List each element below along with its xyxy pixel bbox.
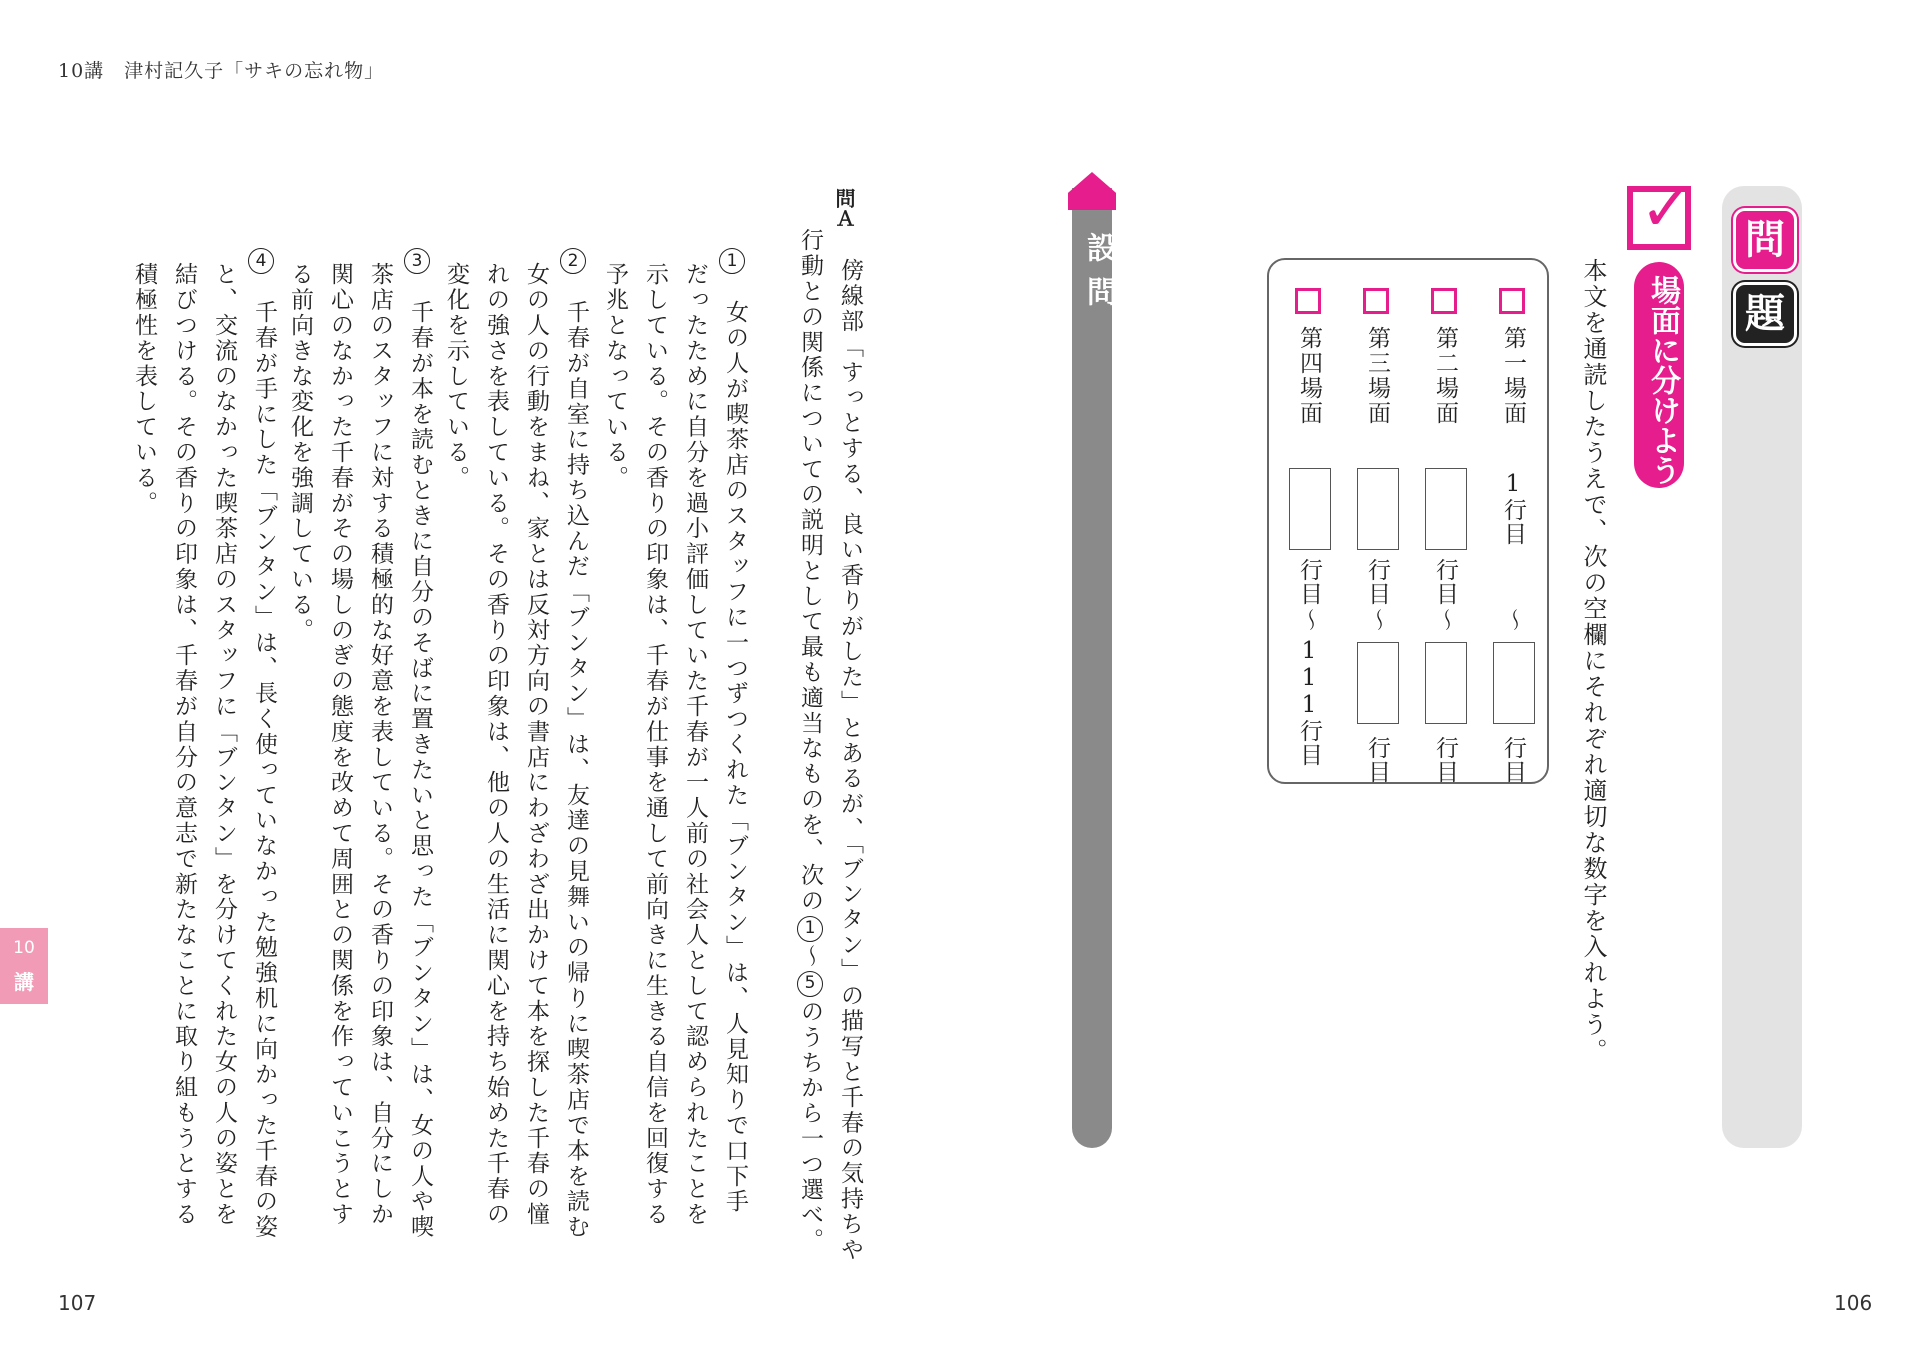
setsumon-bar <box>1072 188 1112 1148</box>
question-line-2 <box>794 228 827 1253</box>
choice-4-line: 結びつける。その香りの印象は、千春が自分の意志で新たなことに取り組もうとする <box>171 262 197 1228</box>
circled-number-icon: 1 <box>797 916 823 942</box>
square-checkbox-icon <box>1499 288 1525 314</box>
choice-number-4[interactable] <box>248 246 274 276</box>
choice-4-line: と、交流のなかった喫茶店のスタッフに「ブンタン」を分けてくれた女の人の姿とを <box>211 262 237 1228</box>
choice-number-2[interactable] <box>560 246 586 276</box>
scene-start: 行目 <box>1432 558 1458 606</box>
scene-end: 行目 <box>1364 736 1390 784</box>
instruction-text: 本文を通読したうえで、次の空欄にそれぞれ適切な数字を入れよう。 <box>1579 258 1607 1064</box>
scene-label: 第二場面 <box>1432 326 1458 426</box>
line-number-blank[interactable] <box>1357 468 1399 550</box>
scene-end: 行目 <box>1432 736 1458 784</box>
scene-separator: 〜 <box>1364 608 1390 632</box>
setsumon-label: 設問 <box>1081 232 1116 320</box>
chapter-side-tab <box>0 928 48 1004</box>
scene-start: 行目 <box>1296 558 1322 606</box>
scene-separator: 〜 <box>1296 608 1322 632</box>
square-checkbox-icon <box>1295 288 1321 314</box>
question-label: 問Ａ <box>832 188 856 228</box>
square-checkbox-icon <box>1431 288 1457 314</box>
choice-2-line: 女の人の行動をまね、家とは反対方向の書店にわざわざ出かけて本を探した千春の憧 <box>523 262 549 1228</box>
circled-number-icon: 2 <box>560 248 586 274</box>
choice-2-line: れの強さを表している。その香りの印象は、他の人の生活に関心を持ち始めた千春の <box>483 262 509 1228</box>
choice-3-line: 関心のなかった千春がその場しのぎの態度を改めて周囲との関係を作っていこうとす <box>327 262 353 1228</box>
pencil-icon <box>1068 172 1116 210</box>
circled-number-icon: 5 <box>797 971 823 997</box>
scene-label: 第四場面 <box>1296 326 1322 426</box>
line-number-blank[interactable] <box>1493 642 1535 724</box>
question-line-2-tilde: 〜 <box>797 943 823 970</box>
question-line-2b: のうちから一つ選べ。 <box>797 999 823 1254</box>
scene-label: 第一場面 <box>1500 326 1526 426</box>
choice-1-line: だったために自分を過小評価していた千春が一人前の社会人として認められたことを <box>682 262 708 1228</box>
choice-3-line: 茶店のスタッフに対する積極的な好意を表している。その香りの印象は、自分にしか <box>367 262 393 1228</box>
circled-number-icon: 4 <box>248 248 274 274</box>
choice-3-line: る前向きな変化を強調している。 <box>287 262 313 643</box>
choice-4-line: 千春が手にした「ブンタン」は、長く使っていなかった勉強机に向かった千春の姿 <box>251 300 277 1240</box>
mondai-char-1: 問 <box>1733 208 1797 272</box>
circled-number-icon: 1 <box>719 248 745 274</box>
line-number-blank[interactable] <box>1357 642 1399 724</box>
line-number-blank[interactable] <box>1289 468 1331 550</box>
chapter-tab-number: 10 <box>13 938 35 958</box>
choice-4-line: 積極性を表している。 <box>131 262 157 516</box>
choice-1-line: 予兆となっている。 <box>602 262 628 491</box>
section-pill: 場面に分けよう <box>1634 262 1684 488</box>
circled-number-icon: 3 <box>404 248 430 274</box>
line-number-blank[interactable] <box>1425 468 1467 550</box>
scene-label: 第三場面 <box>1364 326 1390 426</box>
choice-number-1[interactable] <box>719 246 745 276</box>
scene-separator: 〜 <box>1432 608 1458 632</box>
question-line-2a: 行動との関係についての説明として最も適当なものを、次の <box>797 228 823 914</box>
chapter-tab-kanji: 講 <box>14 970 34 994</box>
question-line-1: 傍線部「すっとする、良い香りがした」とあるが、「ブンタン」の描写と千春の気持ちや <box>837 258 863 1263</box>
check-mark-icon: ✓ <box>1640 172 1692 245</box>
choice-2-line: 千春が自室に持ち込んだ「ブンタン」は、友達の見舞いの帰りに喫茶店で本を読む <box>563 300 589 1240</box>
choice-1-line: 示している。その香りの印象は、千春が仕事を通して前向きに生きる自信を回復する <box>642 262 668 1228</box>
page-number-left: 107 <box>58 1291 97 1315</box>
mondai-char-2: 題 <box>1733 282 1797 346</box>
choice-1-line: 女の人が喫茶店のスタッフに一つずつくれた「ブンタン」は、人見知りで口下手 <box>722 300 748 1215</box>
mondai-bar <box>1722 186 1802 1148</box>
scene-start: 1行目 <box>1500 471 1526 546</box>
scene-end: 111行目 <box>1296 638 1322 767</box>
scene-separator: 〜 <box>1500 608 1526 632</box>
line-number-blank[interactable] <box>1425 642 1467 724</box>
choice-3-line: 千春が本を読むときに自分のそばに置きたいと思った「ブンタン」は、女の人や喫 <box>407 300 433 1240</box>
scene-box <box>1267 258 1549 784</box>
page-number-right: 106 <box>1834 1291 1873 1315</box>
scene-end: 行目 <box>1500 736 1526 784</box>
running-head: 10講 津村記久子「サキの忘れ物」 <box>58 60 385 82</box>
choice-2-line: 変化を示している。 <box>443 262 469 491</box>
square-checkbox-icon <box>1363 288 1389 314</box>
scene-start: 行目 <box>1364 558 1390 606</box>
choice-number-3[interactable] <box>404 246 430 276</box>
